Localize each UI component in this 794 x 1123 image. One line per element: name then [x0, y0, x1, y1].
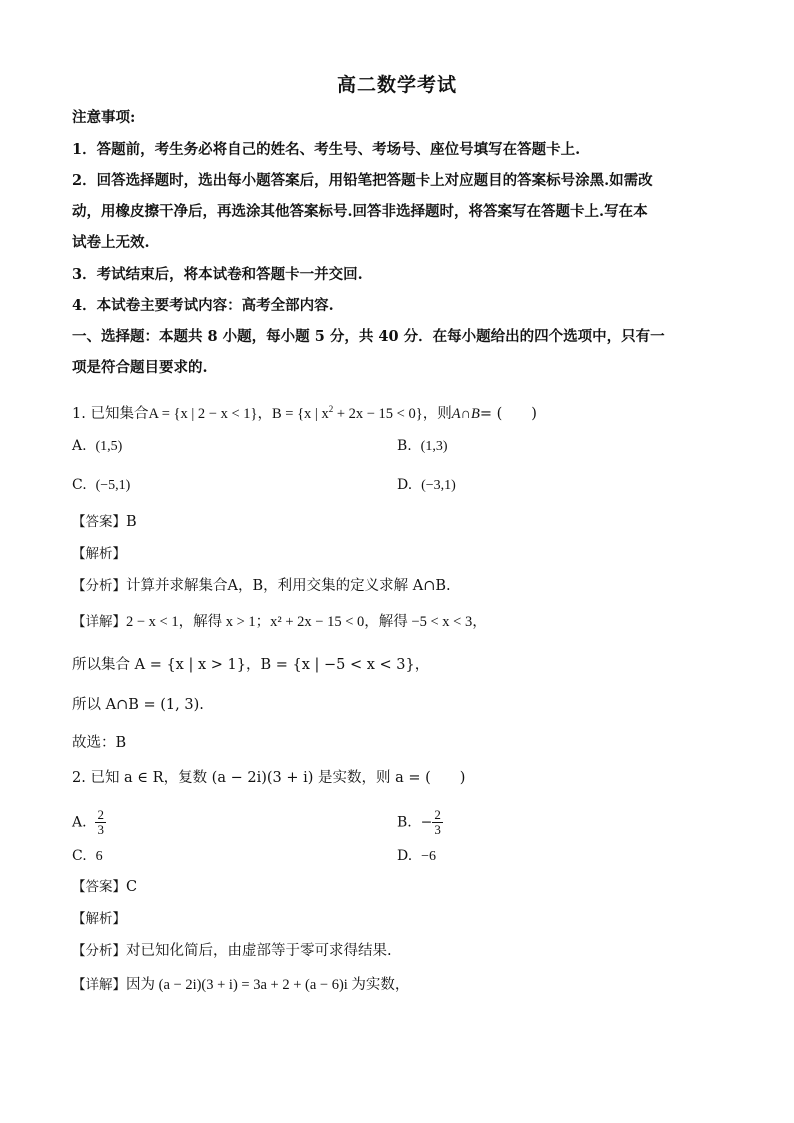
q1-fenxi: 【分析】计算并求解集合A，B，利用交集的定义求解 A∩B.	[72, 578, 451, 594]
q1-option-c: C. (−5,1)	[72, 477, 131, 493]
page-title: 高二数学考试	[336, 74, 457, 96]
q1-option-b: B. (1,3)	[397, 438, 448, 454]
q2-fenxi: 【分析】对已知化简后，由虚部等于零可求得结果.	[72, 943, 392, 959]
set-b-expr: B = {x | $x^2 + 2x - 15 < 0$}	[271, 404, 423, 422]
q1-option-d: D. (−3,1)	[397, 477, 456, 493]
q1-detail-3: 所以 A∩B = (1, 3).	[72, 697, 204, 713]
q2-option-c: C. 6	[72, 848, 103, 864]
q2-option-d: D. −6	[397, 848, 436, 864]
q2-option-b: B. − $\frac{2}{3}$	[397, 807, 441, 837]
q2-detail-1: 【详解】因为 (a − 2i)(3 + i) = 3a + 2 + (a − 6)i 为实数，	[72, 977, 410, 993]
notice-item-1: 1．答题前，考生务必将自己的姓名、考生号、考场号、座位号填写在答题卡上.	[72, 141, 581, 158]
notice-item-4: 4．本试卷主要考试内容：高考全部内容.	[72, 297, 334, 314]
q1-detail-2: 所以集合 A = {x | x > 1}，B = {x | −5 < x < 3}，	[72, 657, 430, 673]
q1-option-a: A. (1,5)	[72, 438, 123, 454]
q2-analysis-tag: 【解析】	[72, 911, 126, 927]
notice-item-2-cont: 动，用橡皮擦干净后，再选涂其他答案标号.回答非选择题时，将答案写在答题卡上.写在本	[72, 203, 648, 220]
notice-item-2-end: 试卷上无效.	[72, 234, 150, 251]
fraction: $\frac{2}{3}$	[434, 807, 441, 837]
q1-analysis-tag: 【解析】	[72, 546, 126, 562]
q2-option-a: A. $\frac{2}{3}$	[72, 807, 104, 837]
section-heading-line2: 项是符合题目要求的.	[72, 359, 208, 376]
fraction: $\frac{2}{3}$	[97, 807, 104, 837]
q1-answer: 【答案】B	[72, 514, 137, 530]
q1-choose: 故选：B	[72, 735, 127, 751]
q1-detail-1: 【详解】2 − x < 1，解得 x > 1；x² + 2x − 15 < 0，解得 −5 < x < 3，	[72, 614, 487, 630]
set-a-expr: A = {x | 2 − x < 1}	[148, 406, 258, 422]
notice-item-2: 2．回答选择题时，选出每小题答案后，用铅笔把答题卡上对应题目的答案标号涂黑.如需改	[72, 172, 653, 189]
question-1-stem: 1. 已知集合A = {x | 2 − x < 1}，B = {x | $x^2 + 2x - 15 < 0$}，则A∩B= ( )	[72, 404, 537, 422]
notice-item-3: 3．考试结束后，将本试卷和答题卡一并交回.	[72, 266, 363, 283]
section-heading-line1: 一、选择题：本题共 8 小题，每小题 5 分，共 40 分．在每小题给出的四个选项中，只有一	[72, 328, 665, 345]
question-2-stem: 2. 已知 a ∈ R，复数 (a − 2i)(3 + i) 是实数，则 a = ( )	[72, 770, 466, 786]
q2-answer: 【答案】C	[72, 879, 138, 895]
notice-heading: 注意事项:	[72, 109, 136, 126]
